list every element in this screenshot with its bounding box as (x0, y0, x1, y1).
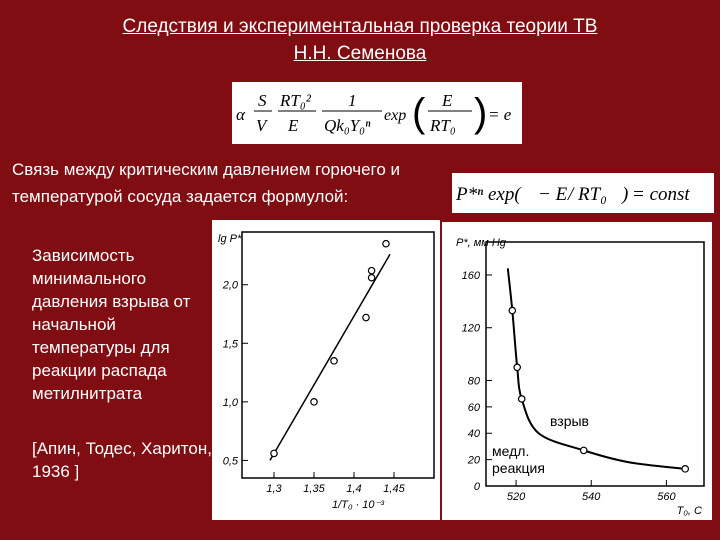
data-point (581, 447, 587, 453)
y-tick-label: 1,0 (222, 396, 238, 409)
slow-reaction-label-line2: реакция (492, 460, 545, 476)
y-tick-label: 20 (467, 454, 480, 467)
y-tick-label: 120 (461, 322, 480, 335)
formula2-close: ) (622, 184, 629, 205)
data-point (271, 450, 277, 456)
data-point (368, 267, 374, 273)
y-axis-label: P*, мм Hg (456, 237, 506, 249)
x-tick-label: 1,4 (346, 483, 362, 495)
relation-text-line1: Связь между критическим давлением горючего и (12, 160, 401, 179)
formula1-alpha: α (236, 105, 245, 124)
formula2-const: = const (632, 184, 690, 205)
data-point (368, 274, 374, 280)
formula1-E: E (288, 116, 299, 135)
data-point (331, 358, 337, 364)
formula1-rparen: ) (474, 91, 488, 135)
data-point (514, 364, 520, 370)
y-tick-label: 0,5 (222, 455, 238, 468)
y-tick-label: 1,5 (222, 338, 238, 351)
slow-reaction-label-line1: медл. (492, 443, 530, 459)
data-point (383, 241, 389, 247)
y-tick-label: 160 (461, 269, 480, 282)
lgP-chart-svg (212, 220, 440, 520)
x-axis-label: T₀, C (676, 505, 702, 517)
chart-description: Зависимость минимального давления взрыва от начальной температуры для реакции распада метилнитрата (32, 246, 191, 403)
data-point (311, 399, 317, 405)
x-tick-label: 520 (506, 491, 526, 503)
boundary-curve (508, 268, 685, 468)
formula1-one: 1 (348, 91, 357, 110)
relation-text-line2: температурой сосуда задается формулой: (12, 187, 349, 206)
lgP-vs-inverse-T-chart (212, 220, 440, 520)
formula1-V: V (256, 116, 267, 135)
x-tick-label: 1,45 (383, 483, 405, 495)
formula2-slash: / RT₀ (568, 184, 607, 205)
slide-title-line1: Следствия и экспериментальная проверка теории ТВ (122, 16, 598, 37)
data-point (682, 466, 688, 472)
x-axis-label: 1/T₀ · 10⁻³ (331, 499, 385, 511)
y-axis-label: lg P* (218, 233, 242, 245)
formula1-lparen: ( (412, 91, 426, 135)
pressure-temperature-formula (452, 173, 714, 213)
formula1-RT0: RT₀ (430, 116, 456, 135)
explosion-region-label: взрыв (550, 413, 589, 429)
P-vs-T-chart (442, 222, 712, 520)
y-tick-label: 40 (467, 428, 480, 441)
data-point (519, 396, 525, 402)
formula2-minusE: − E (538, 184, 568, 205)
y-tick-label: 2,0 (222, 279, 238, 292)
reference-citation: [Апин, Тодес, Харитон, 1936 ] (32, 439, 212, 481)
x-tick-label: 1,35 (303, 483, 325, 495)
formula1-Q: Qk₀Y₀ⁿ (324, 116, 371, 135)
x-tick-label: 1,3 (266, 483, 282, 495)
data-point (509, 307, 515, 313)
x-tick-label: 540 (582, 491, 601, 503)
formula1-exp: exp (384, 107, 407, 124)
plot-frame (242, 232, 434, 478)
slide-title-line2: Н.Н. Семенова (293, 43, 427, 64)
formula1-e: = e (488, 105, 512, 124)
x-tick-label: 560 (657, 491, 676, 503)
data-point (363, 314, 369, 320)
y-tick-label: 0 (473, 481, 480, 493)
formula1-S: S (258, 91, 267, 110)
slow-reaction-label (492, 443, 545, 476)
formula2-P: P*ⁿ (456, 184, 484, 205)
fit-line (270, 254, 390, 460)
y-tick-label: 60 (467, 401, 480, 414)
y-tick-label: 80 (467, 375, 480, 388)
formula1-RT0sq: RT₀² (280, 91, 311, 110)
formula1-E2: E (442, 91, 453, 110)
P-chart-svg (442, 222, 712, 520)
critical-condition-formula (232, 82, 522, 144)
formula2-exp: exp( (488, 184, 521, 205)
